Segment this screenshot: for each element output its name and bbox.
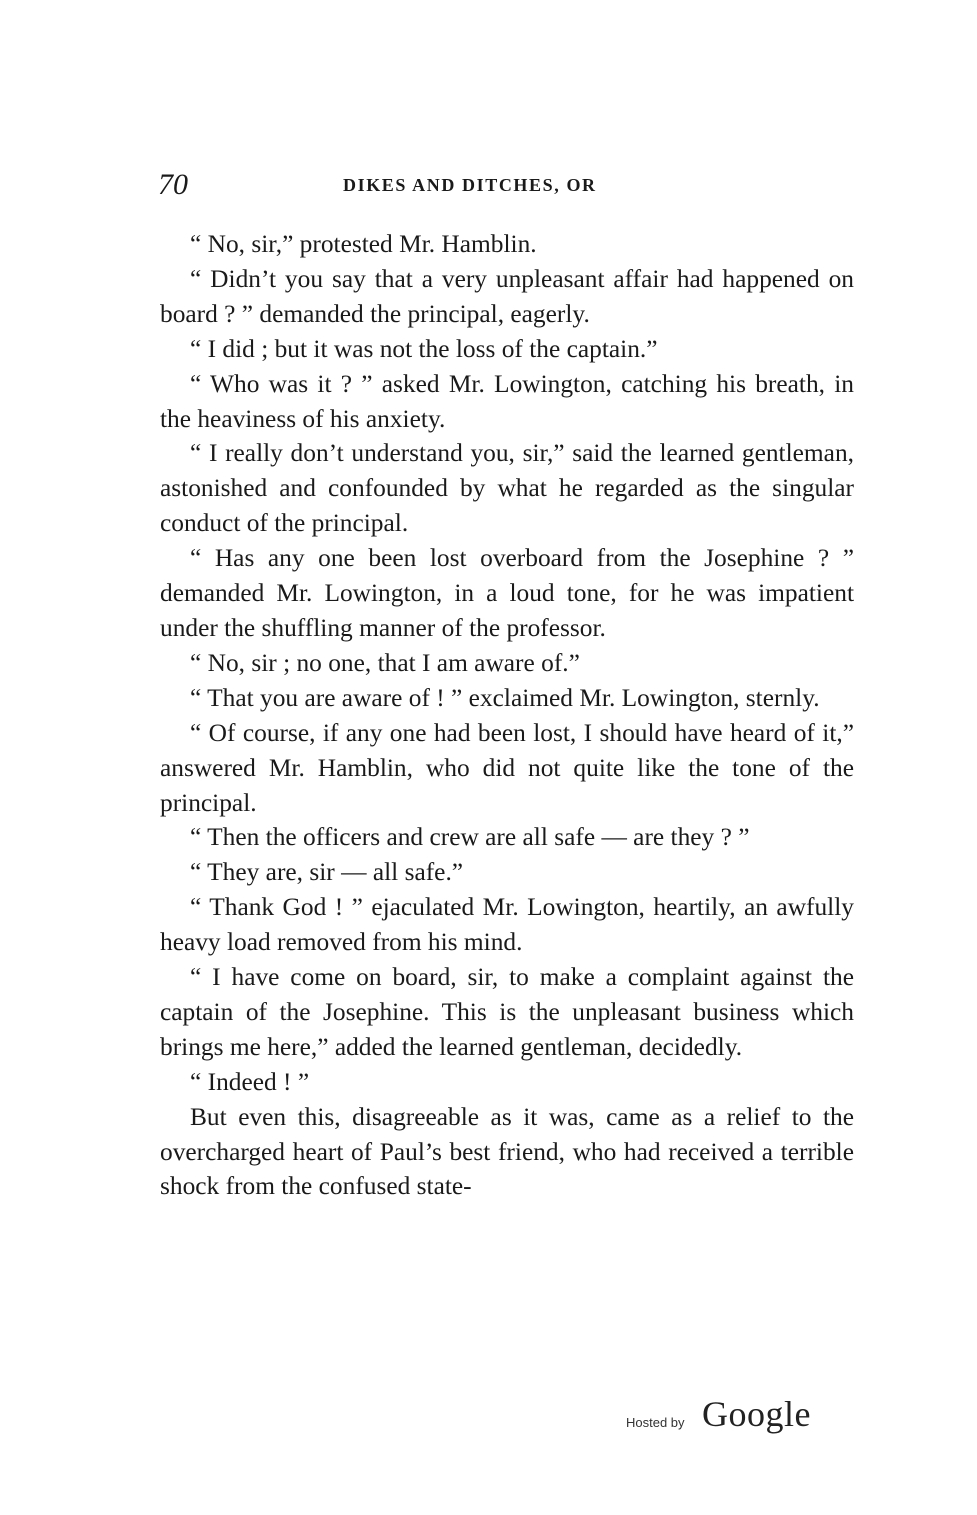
paragraph: “ No, sir ; no one, that I am aware of.” bbox=[190, 648, 580, 677]
paragraph: “ Then the officers and crew are all safe — are they ? ” bbox=[190, 823, 750, 852]
paragraph: “ That you are aware of ! ” exclaimed Mr. Lowington, sternly. bbox=[190, 683, 820, 712]
paragraph: “ Has any one been lost overboard from the Josephine ? ” demanded Mr. Lowington, in a loud tone, for he was impatient under the shuffling manner of the professor. bbox=[160, 544, 854, 642]
paragraph: “ Didn’t you say that a very unpleasant affair had happened on board ? ” demanded the principal, eagerly. bbox=[160, 264, 854, 328]
paragraph: “ Indeed ! ” bbox=[190, 1067, 310, 1096]
paragraph: “ No, sir,” protested Mr. Hamblin. bbox=[190, 230, 537, 258]
running-title: DIKES AND DITCHES, OR bbox=[343, 175, 597, 195]
paragraph: “ Who was it ? ” asked Mr. Lowington, catching his breath, in the heaviness of his anxiety. bbox=[160, 369, 854, 433]
running-head bbox=[158, 168, 854, 202]
paragraph: “ I really don’t understand you, sir,” said the learned gentleman, astonished and confounded by what he regarded as the singular conduct of the principal. bbox=[160, 439, 854, 538]
watermark-brand-logo: Google bbox=[702, 1394, 811, 1434]
paragraph: “ I did ; but it was not the loss of the captain.” bbox=[190, 334, 658, 363]
paragraph: But even this, disagreeable as it was, came as a relief to the overcharged heart of Paul’s best friend, who had received a terrible shock from the confused state- bbox=[160, 1102, 854, 1201]
page-number: 70 bbox=[158, 168, 188, 201]
paragraph: “ Thank God ! ” ejaculated Mr. Lowington, heartily, an awfully heavy load removed from his mind. bbox=[160, 893, 854, 957]
paragraph: “ I have come on board, sir, to make a complaint against the captain of the Josephine. This is the unpleasant business which brings me here,” added the learned gentleman, decidedly. bbox=[160, 963, 854, 1061]
paragraph: “ They are, sir — all safe.” bbox=[190, 858, 464, 887]
watermark-hosted-by: Hosted by bbox=[626, 1415, 685, 1430]
paragraph: “ Of course, if any one had been lost, I should have heard of it,” answered Mr. Hamblin, who did not quite like the tone of the principal. bbox=[160, 718, 854, 817]
body-text bbox=[160, 227, 854, 1204]
hosted-by-watermark bbox=[626, 1393, 846, 1443]
